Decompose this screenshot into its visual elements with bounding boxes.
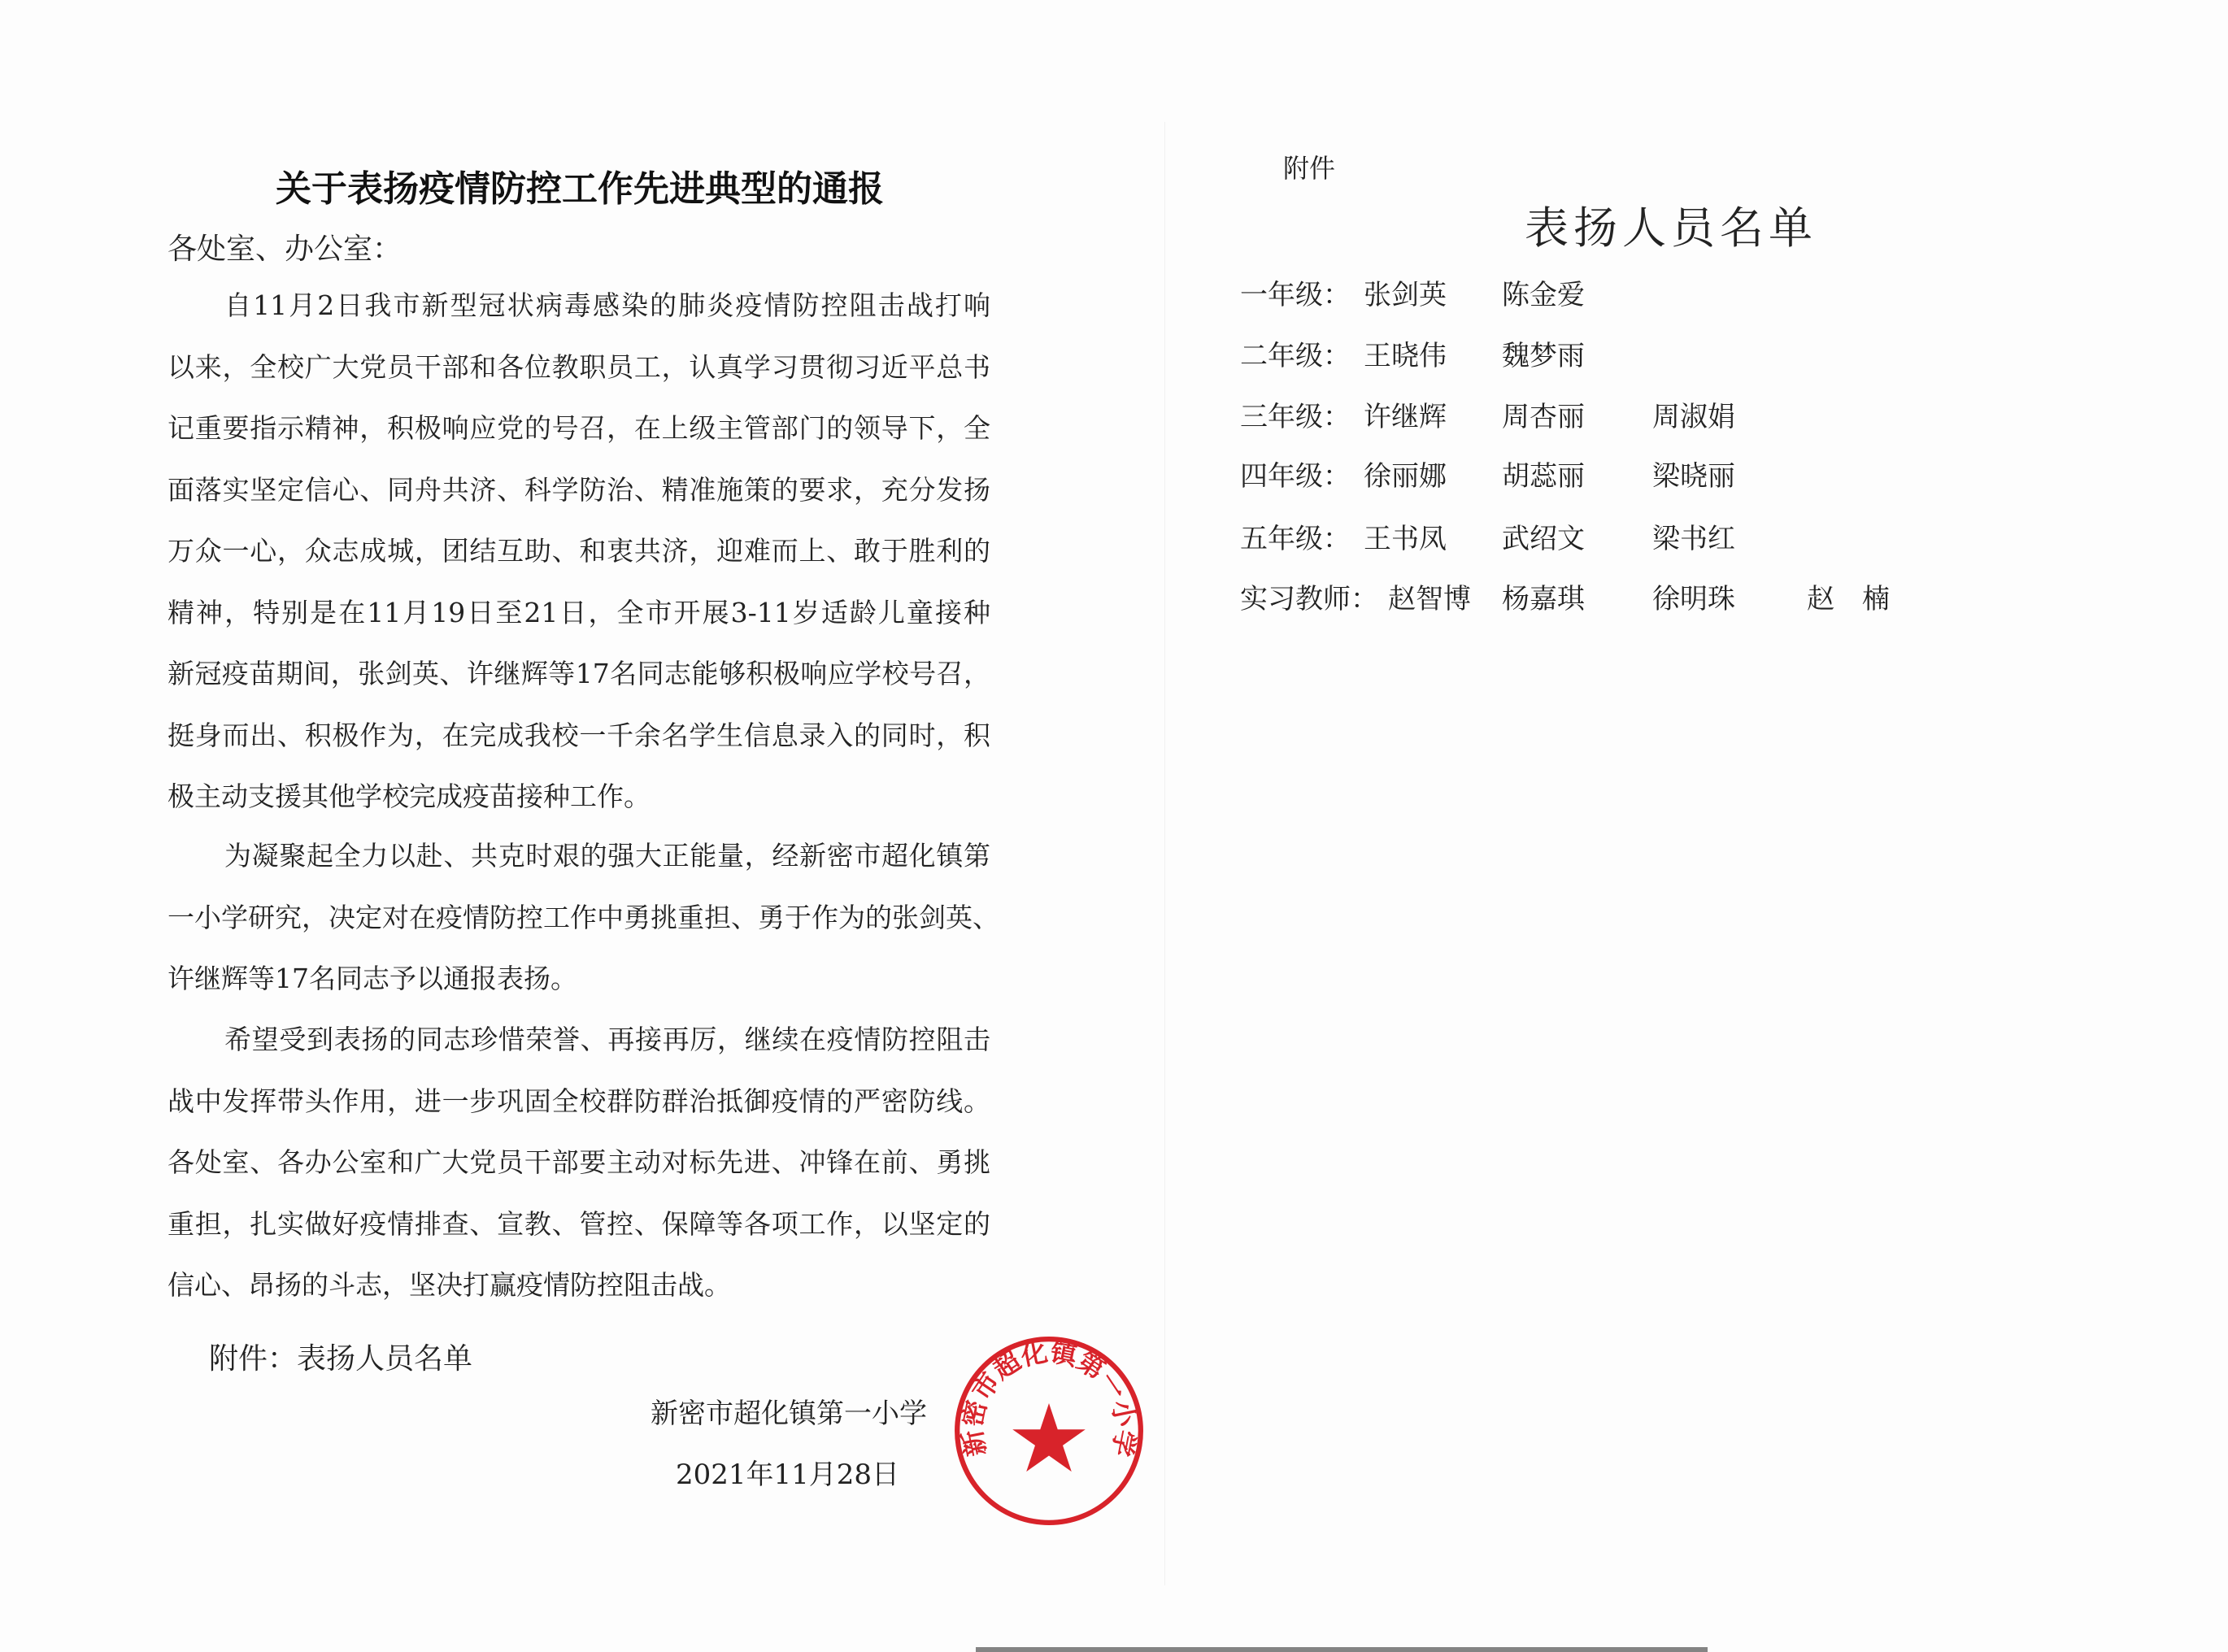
body-text-line: 各处室、各办公室和广大党员干部要主动对标先进、冲锋在前、勇挑 [168, 1146, 990, 1178]
group-label: 三年级： [1240, 401, 1351, 433]
group-label: 四年级： [1240, 460, 1351, 493]
person-name: 徐丽娜 [1364, 460, 1447, 493]
page-divider [1164, 122, 1165, 1585]
body-text-line: 为凝聚起全力以赴、共克时艰的强大正能量，经新密市超化镇第 [224, 840, 990, 872]
attachment-note: 附件：表扬人员名单 [209, 1342, 473, 1376]
body-text-line: 自11月2日我市新型冠状病毒感染的肺炎疫情防控阻击战打响 [224, 289, 990, 321]
body-text-line: 战中发挥带头作用，进一步巩固全校群防群治抵御疫情的严密防线。 [168, 1085, 990, 1117]
person-name: 梁书红 [1652, 523, 1735, 555]
body-text-line: 新冠疫苗期间，张剑英、许继辉等17名同志能够积极响应学校号召， [168, 658, 990, 689]
person-name: 张剑英 [1364, 279, 1447, 311]
body-text-line: 一小学研究，决定对在疫情防控工作中勇挑重担、勇于作为的张剑英、 [168, 901, 999, 933]
salutation: 各处室、办公室： [168, 233, 403, 266]
body-text-line: 记重要指示精神，积极响应党的号召，在上级主管部门的领导下，全 [168, 412, 990, 444]
person-name: 王晓伟 [1364, 340, 1447, 372]
body-text-line: 希望受到表扬的同志珍惜荣誉、再接再厉，继续在疫情防控阻击 [224, 1024, 990, 1055]
body-text-line: 万众一心，众志成城，团结互助、和衷共济，迎难而上、敢于胜利的 [168, 535, 990, 567]
svg-text:新密市超化镇第一小学: 新密市超化镇第一小学 [956, 1336, 1142, 1459]
body-text-line: 许继辉等17名同志予以通报表扬。 [168, 963, 577, 994]
person-name: 许继辉 [1364, 401, 1447, 433]
body-text-line: 面落实坚定信心、同舟共济、科学防治、精准施策的要求，充分发扬 [168, 473, 990, 506]
signature-organization: 新密市超化镇第一小学 [651, 1398, 927, 1430]
group-label: 二年级： [1240, 340, 1351, 372]
person-name: 陈金爱 [1502, 279, 1585, 311]
person-name: 周杏丽 [1502, 401, 1585, 433]
person-name: 赵 楠 [1807, 583, 1890, 615]
group-label: 五年级： [1240, 523, 1351, 555]
person-name: 杨嘉琪 [1502, 583, 1585, 615]
person-name: 王书凤 [1364, 523, 1447, 555]
body-text-line: 极主动支援其他学校完成疫苗接种工作。 [168, 780, 651, 812]
person-name: 赵智博 [1388, 583, 1471, 615]
person-name: 武绍文 [1502, 523, 1585, 555]
body-text-line: 以来，全校广大党员干部和各位教职员工，认真学习贯彻习近平总书 [168, 350, 990, 383]
body-text-line: 重担，扎实做好疫情排查、宣教、管控、保障等各项工作，以坚定的 [168, 1207, 990, 1240]
attachment-label: 附件 [1283, 153, 1336, 184]
group-label: 实习教师： [1240, 583, 1378, 615]
person-name: 胡蕊丽 [1502, 460, 1585, 493]
person-name: 徐明珠 [1652, 583, 1735, 615]
group-label: 一年级： [1240, 279, 1351, 311]
attachment-title: 表扬人员名单 [1525, 202, 1817, 254]
person-name: 周淑娟 [1652, 401, 1735, 433]
person-name: 魏梦雨 [1502, 340, 1585, 372]
body-text-line: 信心、昂扬的斗志，坚决打赢疫情防控阻击战。 [168, 1269, 731, 1301]
signature-date: 2021年11月28日 [676, 1459, 900, 1491]
star-icon [1012, 1403, 1086, 1472]
person-name: 梁晓丽 [1652, 460, 1735, 493]
official-seal-stamp [951, 1333, 1147, 1528]
notice-title: 关于表扬疫情防控工作先进典型的通报 [276, 168, 884, 210]
body-text-line: 精神，特别是在11月19日至21日，全市开展3-11岁适龄儿童接种 [168, 596, 990, 628]
scan-edge [976, 1647, 1708, 1652]
body-text-line: 挺身而出、积极作为，在完成我校一千余名学生信息录入的同时，积 [168, 719, 990, 751]
